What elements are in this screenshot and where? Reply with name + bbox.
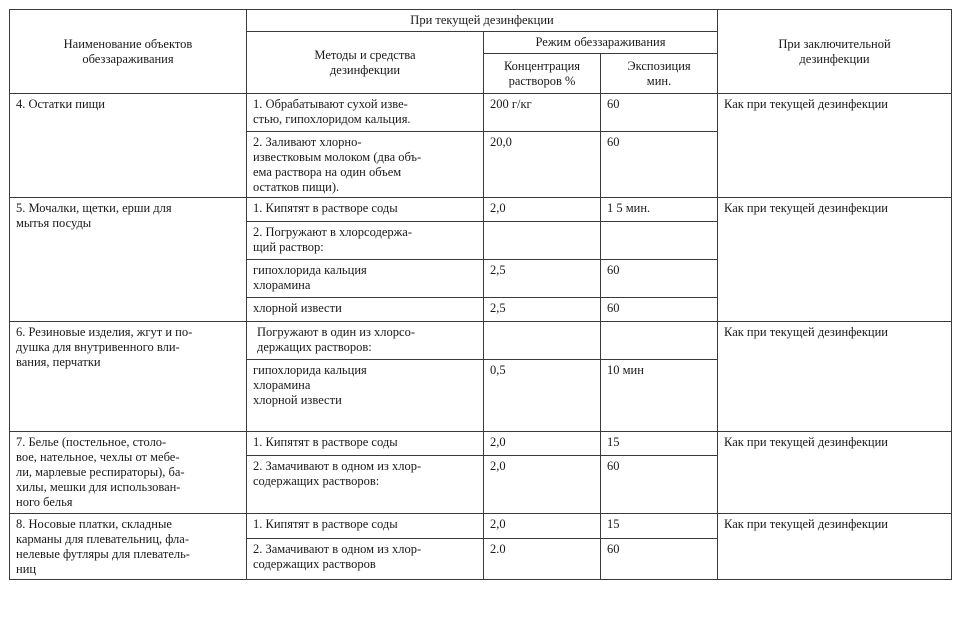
concentration-cell: 2.0 (484, 538, 601, 579)
header-regime: Режим обеззараживания (484, 32, 718, 54)
method-cell: 1. Кипятят в растворе соды (247, 432, 484, 456)
method-cell: Погружают в один из хлорсо- держащих растворов: (247, 322, 484, 360)
method-cell: 2. Заливают хлорно- известковым молоком (два объ- ема раствора на один объем остатков пищи). (247, 132, 484, 198)
concentration-cell (484, 222, 601, 260)
concentration-cell: 2,0 (484, 514, 601, 539)
concentration-cell: 0,5 (484, 360, 601, 432)
exposure-cell: 60 (601, 456, 718, 514)
concentration-cell: 2,5 (484, 298, 601, 322)
header-methods: Методы и средства дезинфекции (247, 32, 484, 94)
final-cell: Как при текущей дезинфекции (718, 432, 952, 514)
concentration-cell (484, 322, 601, 360)
object-cell: 6. Резиновые изделия, жгут и по- душка для внутривенного вли- вания, перчатки (10, 322, 247, 432)
object-cell: 8. Носовые платки, складные карманы для плевательниц, фла- нелевые футляры для плеватель- ниц (10, 514, 247, 580)
exposure-cell (601, 222, 718, 260)
method-cell: 2. Погружают в хлорсодержа- щий раствор: (247, 222, 484, 260)
final-cell: Как при текущей дезинфекции (718, 322, 952, 432)
header-current-disinfection: При текущей дезинфекции (247, 10, 718, 32)
method-cell: хлорной извести (247, 298, 484, 322)
header-exposure: Экспозиция мин. (601, 54, 718, 94)
final-cell: Как при текущей дезинфекции (718, 94, 952, 198)
object-cell: 4. Остатки пищи (10, 94, 247, 198)
concentration-cell: 2,5 (484, 260, 601, 298)
concentration-cell: 2,0 (484, 456, 601, 514)
exposure-cell: 60 (601, 94, 718, 132)
final-cell: Как при текущей дезинфекции (718, 198, 952, 322)
method-cell: гипохлорида кальция хлорамина (247, 260, 484, 298)
header-object-name: Наименование объектов обеззараживания (10, 10, 247, 94)
method-cell: гипохлорида кальция хлорамина хлорной извести (247, 360, 484, 432)
disinfection-table (9, 9, 952, 580)
final-cell: Как при текущей дезинфекции (718, 514, 952, 580)
object-cell: 5. Мочалки, щетки, ерши для мытья посуды (10, 198, 247, 322)
exposure-cell: 60 (601, 260, 718, 298)
header-final-disinfection: При заключительной дезинфекции (718, 10, 952, 94)
method-cell: 2. Замачивают в одном из хлор- содержащих растворов (247, 538, 484, 579)
concentration-cell: 20,0 (484, 132, 601, 198)
exposure-cell: 15 (601, 514, 718, 539)
header-concentration: Концентрация растворов % (484, 54, 601, 94)
exposure-cell: 1 5 мин. (601, 198, 718, 222)
exposure-cell: 60 (601, 132, 718, 198)
exposure-cell: 10 мин (601, 360, 718, 432)
concentration-cell: 2,0 (484, 432, 601, 456)
method-cell: 2. Замачивают в одном из хлор- содержащих растворов: (247, 456, 484, 514)
object-cell: 7. Белье (постельное, столо- вое, нательное, чехлы от мебе- ли, марлевые респираторы), ба- хилы, мешки для использован- ного белья (10, 432, 247, 514)
exposure-cell (601, 322, 718, 360)
method-cell: 1. Кипятят в растворе соды (247, 514, 484, 539)
concentration-cell: 2,0 (484, 198, 601, 222)
method-cell: 1. Кипятят в растворе соды (247, 198, 484, 222)
exposure-cell: 15 (601, 432, 718, 456)
concentration-cell: 200 г/кг (484, 94, 601, 132)
exposure-cell: 60 (601, 538, 718, 579)
method-cell: 1. Обрабатывают сухой изве- стью, гипохлоридом кальция. (247, 94, 484, 132)
exposure-cell: 60 (601, 298, 718, 322)
